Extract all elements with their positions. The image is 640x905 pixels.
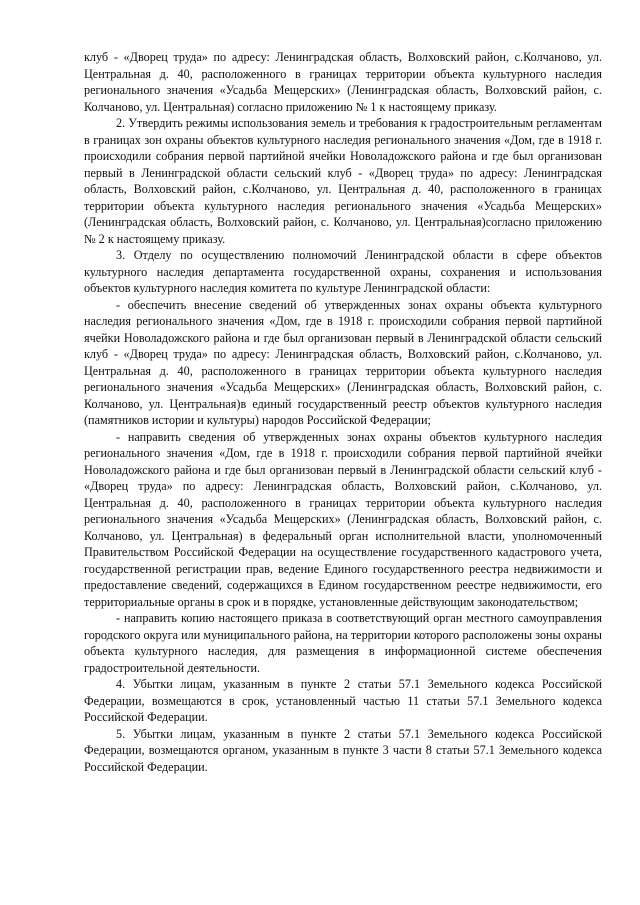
paragraph-item-3-bullet-2: - направить сведения об утвержденных зонах охраны объектов культурного наследия регионального значения «Дом, где в 1918 г. происходили собрания первой партийной ячейки Новоладожского района и где был организован первый в Ленинградской области сельский клуб - «Дворец труда» по адресу: Ленинградская область, Волховский район, с.Колчаново, ул. Центральная д. 40, расположенного в границах территории объекта культурного наследия регионального значения «Усадьба Мещерских» (Ленинградская область, Волховский район, с. Колчаново, ул. Центральная) в федеральный орган исполнительной власти, уполномоченный Правительством Российской Федерации на осуществление государственного кадастрового учета, государственной регистрации прав, ведение Единого государственного реестра недвижимости и предоставление сведений, содержащихся в Едином государственном реестре недвижимости, его территориальные органы в срок и в порядке, установленные действующим законодательством;: [84, 429, 602, 609]
paragraph-continuation: клуб - «Дворец труда» по адресу: Ленинградская область, Волховский район, с.Колчаново, ул. Центральная д. 40, расположенного в границах территории объекта культурного наследия регионального значения «Усадьба Мещерских» (Ленинградская область, Волховский район, с. Колчаново, ул. Центральная) согласно приложению № 1 к настоящему приказу.: [84, 50, 602, 114]
paragraph-item-4: 4. Убытки лицам, указанным в пункте 2 статьи 57.1 Земельного кодекса Российской Федерации, возмещаются в срок, установленный частью 11 статьи 57.1 Земельного кодекса Российской Федерации.: [84, 677, 602, 724]
paragraph-item-3-bullet-3: - направить копию настоящего приказа в соответствующий орган местного самоуправления городского округа или муниципального района, на территории которого расположены зоны охраны объекта культурного наследия, для размещения в информационной системе обеспечения градостроительной деятельности.: [84, 611, 602, 675]
paragraph-item-3-bullet-1: - обеспечить внесение сведений об утвержденных зонах охраны объекта культурного наследия регионального значения «Дом, где в 1918 г. происходили собрания первой партийной ячейки Новоладожского района и где был организован первый в Ленинградской области сельский клуб - «Дворец труда» по адресу: Ленинградская область, Волховский район, с.Колчаново, ул. Центральная д. 40, расположенного в границах территории объекта культурного наследия регионального значения «Усадьба Мещерских» (Ленинградская область, Волховский район, с. Колчаново, ул. Центральная)в единый государственный реестр объектов культурного наследия (памятников истории и культуры) народов Российской Федерации;: [84, 297, 602, 427]
document-page: [84, 49, 602, 775]
paragraph-item-5: 5. Убытки лицам, указанным в пункте 2 статьи 57.1 Земельного кодекса Российской Федерации, возмещаются органом, указанным в пункте 3 части 8 статьи 57.1 Земельного кодекса Российской Федерации.: [84, 726, 602, 774]
paragraph-item-2: 2. Утвердить режимы использования земель и требования к градостроительным регламентам в границах зон охраны объектов культурного наследия регионального значения «Дом, где в 1918 г. происходили собрания первой партийной ячейки Новоладожского района и где был организован первый в Ленинградской области сельский клуб - «Дворец труда» по адресу: Ленинградская область, Волховский район, с.Колчаново, ул. Центральная д. 40, расположенного в границах территории объекта культурного наследия регионального значения «Усадьба Мещерских» (Ленинградская область, Волховский район, с. Колчаново, ул. Центральная)согласно приложению № 2 к настоящему приказу.: [84, 116, 602, 246]
paragraph-item-3: 3. Отделу по осуществлению полномочий Ленинградской области в сфере объектов культурного наследия департамента государственной охраны, сохранения и использования объектов культурного наследия комитета по культуре Ленинградской области:: [84, 248, 602, 295]
